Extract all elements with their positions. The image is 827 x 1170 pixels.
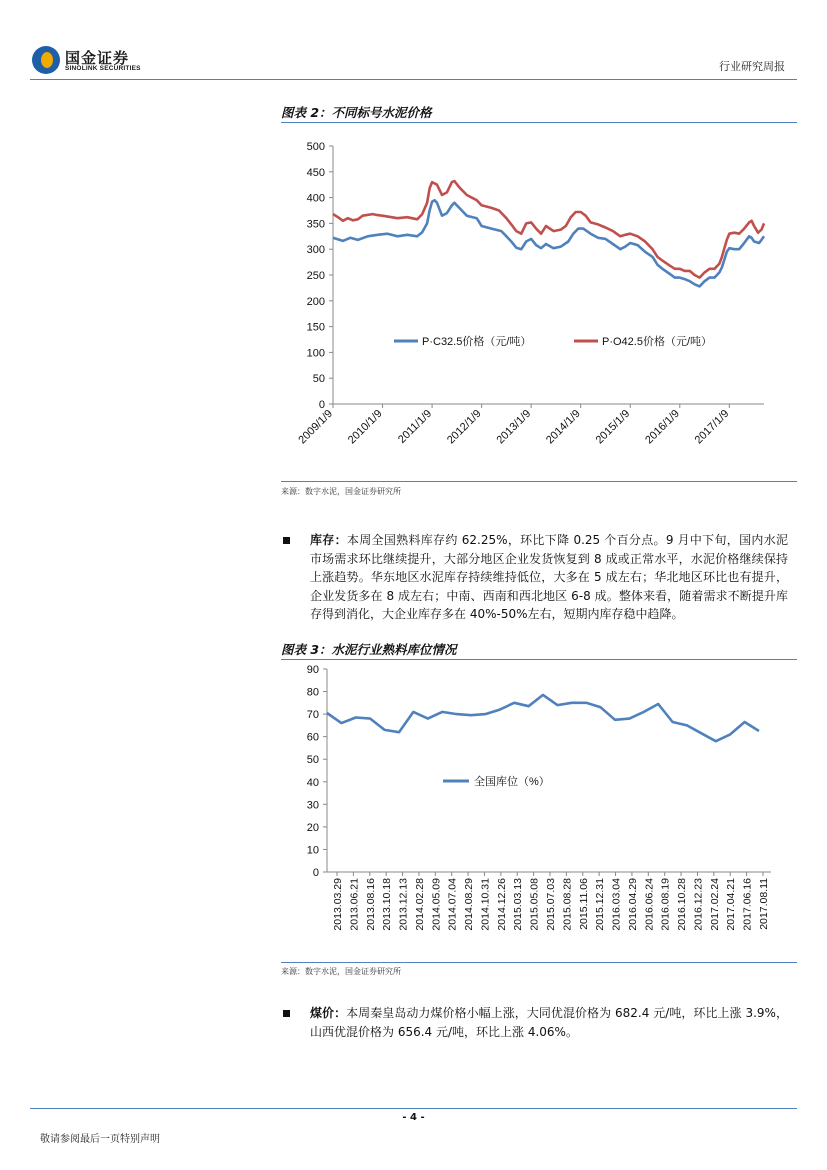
x-tick-label: 2016.03.04	[610, 878, 623, 931]
y-tick-label: 150	[306, 321, 325, 334]
y-tick-label: 350	[306, 218, 325, 231]
x-tick-label: 2013.06.21	[348, 878, 361, 931]
y-tick-label: 10	[306, 844, 319, 857]
figure2-title-rule	[281, 122, 797, 123]
series-line-1	[333, 200, 764, 286]
x-tick-label: 2015.08.28	[561, 878, 574, 931]
x-tick-label: 2009/1/9	[296, 407, 336, 447]
logo-english-name: SINOLINK SECURITIES	[65, 65, 141, 72]
inventory-key: 库存：	[310, 533, 347, 547]
x-tick-label: 2017.04.21	[725, 878, 738, 931]
y-tick-label: 250	[306, 270, 325, 282]
bullet-square-icon	[283, 1010, 290, 1017]
figure3-title: 图表 3：水泥行业熟料库位情况	[281, 642, 457, 657]
legend-label-1: P·C32.5价格（元/吨）	[422, 336, 532, 348]
inventory-text: 本周全国熟料库存约 62.25%，环比下降 0.25 个百分点。9 月中下旬，国内水泥市场需求环比继续提升，大部分地区企业发货恢复到 8 成或正常水平，水泥价格继续保持上涨趋势。华东地区水泥库存持续维持低位，大多在 5 成左右；华北地区环比也有提升，企业发货多在 8 成左右；中南、西南和西北地区 6-8 成。整体来看，随着需求不断提升库存得到消化，大企业库存多在 40%-50%左右，短期内库存稳中趋降。	[310, 533, 788, 621]
x-tick-label: 2017.02.24	[708, 878, 721, 931]
figure3-bottom-rule	[281, 962, 797, 963]
footer-divider	[30, 1108, 797, 1109]
x-tick-label: 2016.06.24	[643, 878, 656, 931]
y-tick-label: 20	[306, 821, 319, 834]
y-tick-label: 400	[306, 192, 325, 205]
figure3-source: 来源：数字水泥，国金证券研究所	[281, 967, 401, 976]
series-line-2	[333, 181, 764, 278]
x-tick-label: 2013.10.18	[381, 878, 394, 931]
logo-chinese-name: 国金证券	[65, 49, 130, 67]
bullet-square-icon	[283, 537, 290, 544]
figure3-chart	[281, 662, 797, 956]
coal-key: 煤价：	[310, 1006, 347, 1020]
x-tick-label: 2015.11.06	[577, 878, 590, 930]
y-tick-label: 50	[306, 754, 319, 767]
series-line-1	[327, 695, 759, 741]
y-tick-label: 0	[312, 867, 319, 879]
x-tick-label: 2014.08.29	[463, 878, 476, 931]
x-tick-label: 2016.12.23	[692, 878, 705, 931]
x-tick-label: 2014.12.26	[495, 878, 508, 931]
x-tick-label: 2017.08.11	[758, 878, 770, 930]
x-tick-label: 2011/1/9	[396, 407, 435, 446]
x-tick-label: 2016.04.29	[626, 878, 639, 931]
x-tick-label: 2016.08.19	[659, 878, 672, 931]
x-tick-label: 2016/1/9	[643, 407, 682, 447]
x-tick-label: 2010/1/9	[345, 407, 385, 447]
x-tick-label: 2014.02.28	[413, 878, 426, 931]
x-tick-label: 2014.07.04	[446, 878, 459, 931]
x-tick-label: 2015.12.31	[594, 878, 607, 931]
x-tick-label: 2016.10.28	[676, 878, 689, 931]
y-tick-label: 300	[306, 244, 325, 257]
legend-label-1: 全国库位（%）	[474, 776, 550, 788]
x-tick-label: 2013.12.13	[397, 878, 410, 931]
y-tick-label: 50	[312, 373, 325, 386]
x-tick-label: 2015.07.03	[545, 878, 557, 931]
report-type: 行业研究周报	[719, 60, 785, 73]
coal-text: 本周秦皇岛动力煤价格小幅上涨，大同优混价格为 682.4 元/吨，环比上涨 3.9%，山西优混价格为 656.4 元/吨，环比上涨 4.06%。	[310, 1006, 788, 1039]
coal-price-paragraph	[283, 1004, 788, 1041]
y-tick-label: 500	[306, 141, 325, 153]
x-tick-label: 2015.05.08	[528, 878, 541, 931]
x-tick-label: 2014/1/9	[544, 407, 583, 447]
x-tick-label: 2014.10.31	[479, 878, 492, 931]
logo-emblem-icon	[32, 46, 60, 74]
y-tick-label: 70	[306, 709, 319, 722]
company-logo	[32, 46, 162, 78]
y-tick-label: 30	[306, 799, 319, 812]
legend-label-2: P·O42.5价格（元/吨）	[602, 336, 713, 348]
y-tick-label: 0	[318, 399, 325, 411]
y-tick-label: 450	[306, 166, 325, 179]
y-tick-label: 90	[306, 664, 319, 676]
figure2-title: 图表 2：不同标号水泥价格	[281, 105, 432, 120]
y-tick-label: 40	[306, 776, 319, 789]
disclaimer-note: 敬请参阅最后一页特别声明	[40, 1134, 160, 1145]
x-tick-label: 2013.03.29	[332, 878, 344, 931]
x-tick-label: 2015/1/9	[593, 407, 633, 447]
x-tick-label: 2015.03.13	[512, 878, 525, 931]
y-tick-label: 80	[306, 686, 319, 699]
y-tick-label: 60	[306, 731, 319, 744]
x-tick-label: 2013/1/9	[494, 407, 534, 447]
header-divider	[30, 79, 797, 80]
y-tick-label: 100	[306, 347, 325, 360]
figure2-bottom-rule	[281, 481, 797, 482]
page-number: - 4 -	[402, 1112, 425, 1123]
x-tick-label: 2017/1/9	[692, 407, 732, 447]
x-tick-label: 2017.06.16	[741, 878, 754, 931]
inventory-paragraph	[283, 531, 788, 624]
x-tick-label: 2012/1/9	[444, 407, 484, 447]
figure2-chart	[281, 128, 797, 478]
x-tick-label: 2013.08.16	[364, 878, 377, 931]
x-tick-label: 2014.05.09	[430, 878, 443, 931]
figure3-title-rule	[281, 659, 797, 660]
y-tick-label: 200	[306, 295, 325, 308]
figure2-source: 来源：数字水泥，国金证券研究所	[281, 487, 401, 496]
